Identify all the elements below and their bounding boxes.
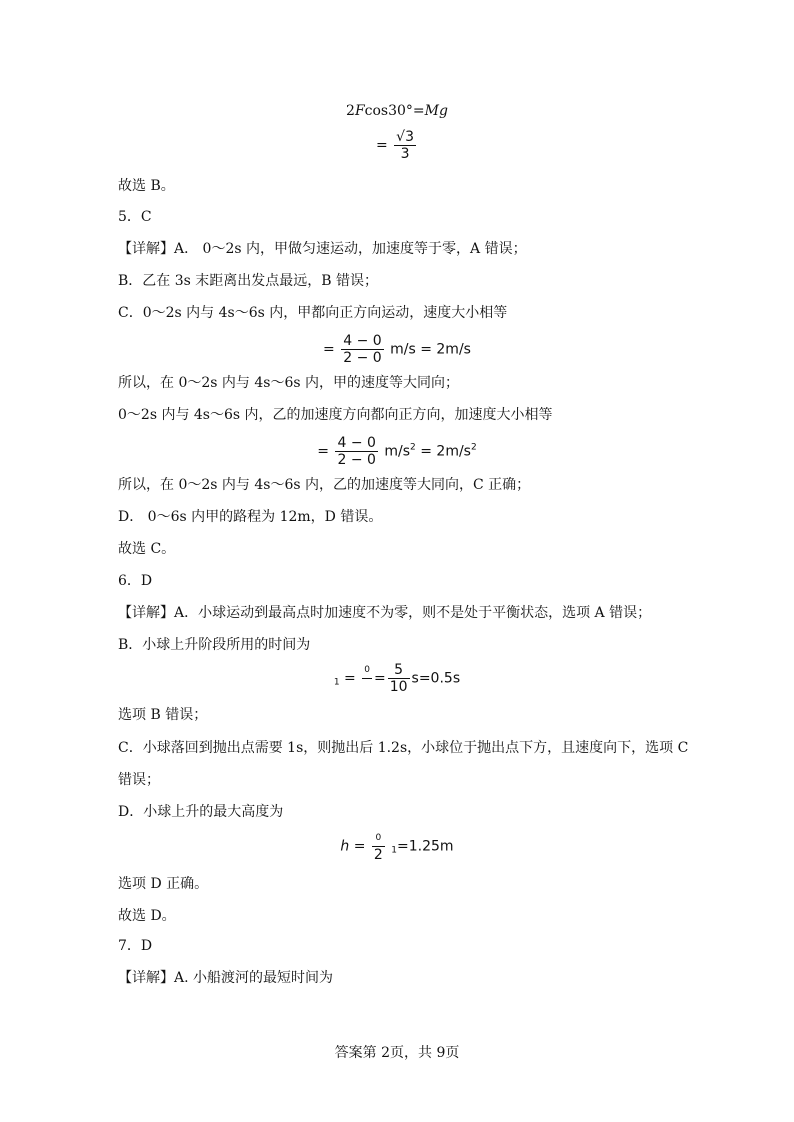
eq2-denominator: 3 bbox=[400, 146, 410, 162]
q5-option-d: D． 0～6s 内甲的路程为 12m，D 错误。 bbox=[118, 509, 383, 525]
q5-option-c-line3: 0～2s 内与 4s～6s 内，乙的加速度方向都向正方向，加速度大小相等 bbox=[118, 407, 553, 423]
q4-conclusion: 故选 B。 bbox=[118, 178, 175, 194]
equation-sqrt-ratio bbox=[0, 129, 794, 162]
q6-eqt-equals: = bbox=[344, 670, 356, 687]
q6-option-d-line2: 选项 D 正确。 bbox=[118, 876, 209, 892]
q6-option-c-line2: 错误； bbox=[118, 772, 160, 788]
q5-eqa-numerator: 4 − 0 bbox=[337, 435, 376, 451]
q6-answer: 6．D bbox=[118, 573, 153, 589]
q5-eqa-exp1: 2 bbox=[410, 442, 416, 453]
q5-eqa-denominator: 2 − 0 bbox=[337, 452, 376, 468]
q5-eqa-exp2: 2 bbox=[470, 442, 477, 453]
q5-equation-velocity bbox=[0, 333, 794, 366]
q6-option-a: 【详解】A．小球运动到最高点时加速度不为零，则不是处于平衡状态，选项 A 错误； bbox=[118, 605, 652, 621]
q6-option-d: D．小球上升的最大高度为 bbox=[118, 804, 284, 820]
q6-equation-time bbox=[0, 662, 794, 695]
q5-eqv-denominator: 2 − 0 bbox=[343, 350, 382, 366]
q6-option-b-line2: 选项 B 错误； bbox=[118, 707, 208, 723]
eq1-g: g bbox=[439, 103, 448, 119]
q6-eqt-numerator: 5 bbox=[388, 662, 410, 679]
q6-eqh-equals: = bbox=[349, 838, 366, 855]
q6-eqt-den0 bbox=[362, 679, 372, 695]
q6-conclusion: 故选 D。 bbox=[118, 908, 176, 924]
q5-eqa-equals: = bbox=[317, 443, 330, 460]
q5-conclusion: 故选 C。 bbox=[118, 541, 176, 557]
q5-eqv-equals: = bbox=[323, 341, 335, 358]
q5-option-c-line4: 所以，在 0～2s 内与 4s～6s 内，乙的加速度等大同向，C 正确； bbox=[118, 477, 531, 493]
eq2-numerator: √3 bbox=[396, 129, 414, 145]
q6-eqh-fraction bbox=[372, 830, 385, 863]
q5-option-c-line2: 所以，在 0～2s 内与 4s～6s 内，甲的速度等大同向； bbox=[118, 375, 459, 391]
eq2-equals: = bbox=[375, 137, 388, 154]
q6-eqt-fraction0 bbox=[362, 662, 372, 695]
eq1-rest: cos30°= bbox=[364, 103, 425, 119]
q6-eqh-denominator: 2 bbox=[373, 847, 383, 863]
q5-eqa-fraction bbox=[335, 435, 377, 468]
q5-eqv-numerator: 4 − 0 bbox=[343, 333, 382, 349]
q6-eqt-fraction bbox=[388, 662, 410, 695]
q6-option-c: C．小球落回到抛出点需要 1s，则抛出后 1.2s，小球位于抛出点下方，且速度向下，选项 C bbox=[118, 740, 689, 756]
eq2-fraction bbox=[394, 129, 416, 162]
q6-eqt-num0: 0 bbox=[362, 662, 372, 679]
q5-equation-acceleration bbox=[0, 435, 794, 468]
q5-option-b: B．乙在 3s 末距离出发点最远，B 错误； bbox=[118, 273, 379, 289]
q6-eqt-equals2: = bbox=[373, 670, 386, 687]
q5-eqa-unit1: m/s bbox=[384, 443, 411, 460]
q5-eqa-mid: = 2m/s bbox=[415, 443, 471, 460]
eq1-coef: 2 bbox=[346, 103, 355, 119]
q6-option-b: B．小球上升阶段所用的时间为 bbox=[118, 637, 311, 653]
q6-eqt-sub: 1 bbox=[333, 677, 340, 688]
q5-answer: 5．C bbox=[118, 209, 152, 225]
equation-force-balance bbox=[0, 103, 794, 119]
eq1-F: F bbox=[354, 103, 365, 119]
q5-option-c: C．0～2s 内与 4s～6s 内，甲都向正方向运动，速度大小相等 bbox=[118, 305, 508, 321]
eq1-M: M bbox=[424, 103, 439, 119]
q6-eqt-denominator: 10 bbox=[389, 679, 408, 695]
q6-eqh-numerator: 0 bbox=[372, 830, 385, 847]
q6-eqh-sub: 1 bbox=[391, 845, 398, 856]
page-footer: 答案第 2页，共 9页 bbox=[334, 1045, 460, 1061]
q5-option-a: 【详解】A． 0～2s 内，甲做匀速运动，加速度等于零，A 错误； bbox=[118, 241, 527, 257]
q5-eqv-unit: m/s = 2m/s bbox=[390, 341, 471, 358]
q6-eqh-h: h bbox=[340, 838, 350, 855]
q7-answer: 7．D bbox=[118, 938, 153, 954]
q7-option-a: 【详解】A. 小船渡河的最短时间为 bbox=[118, 970, 334, 986]
q6-eqh-tail: =1.25m bbox=[397, 838, 454, 855]
q6-equation-height bbox=[0, 830, 794, 863]
q6-eqt-tail: s=0.5s bbox=[411, 670, 461, 687]
q5-eqv-fraction bbox=[341, 333, 383, 366]
